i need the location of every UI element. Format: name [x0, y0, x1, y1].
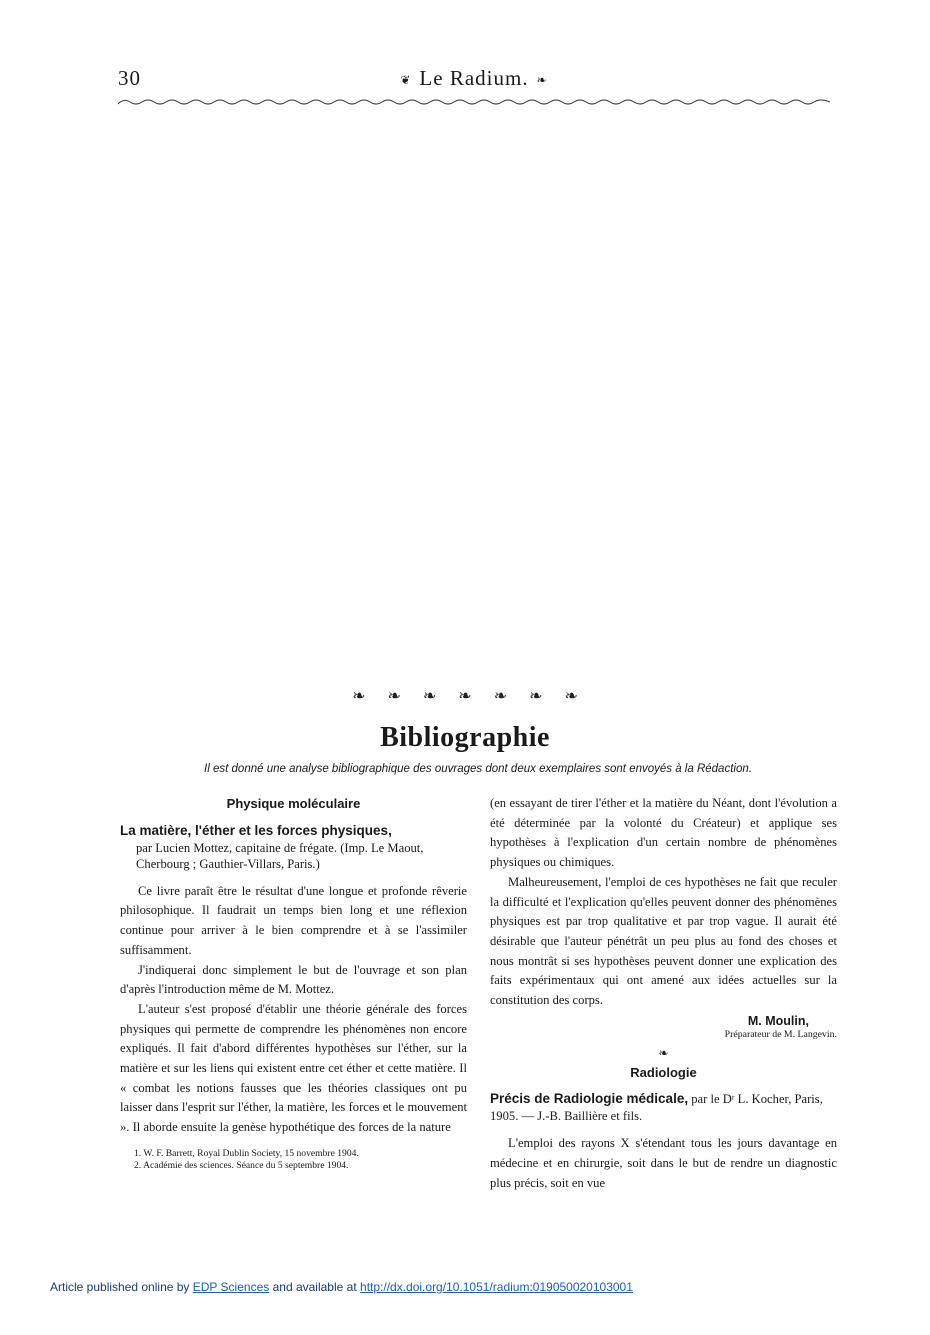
book-reference: par le Dʳ L. Kocher, Paris, 1905. — J.-B. Baillière et fils. — [490, 1092, 823, 1124]
paragraph: Ce livre paraît être le résultat d'une longue et profonde rêverie philosophique. Il faudrait un temps bien long et une réflexion continue pour arriver à le bien comprendre et à se l'assimiler suffisamment. — [120, 883, 467, 957]
page-header — [118, 66, 830, 114]
separator-ornament-icon: ❧ — [658, 1045, 669, 1060]
book-entry — [120, 822, 467, 872]
ornament-left-icon: ❦ — [400, 72, 412, 87]
publisher-link[interactable]: EDP Sciences — [192, 1280, 270, 1294]
page-number: 30 — [118, 66, 141, 90]
ornament-right-icon: ❧ — [536, 72, 548, 87]
paragraph: L'auteur s'est proposé d'établir une théorie générale des forces physiques qui permette de comprendre les phénomènes non encore expliqués. Il fait d'abord différentes hypothèses sur l'éther, sur la matière et sur les liens qui existent entre cet éther et cette matière. Il « combat les notions fausses que les théories classiques ont pu laisser dans l'esprit sur l'éther, la matière, les forces et le mouvement ». Il aborde ensuite la genèse hypothétique des forces de la nature — [120, 1001, 467, 1135]
left-column — [120, 794, 467, 1172]
paragraph: Malheureusement, l'emploi de ces hypothèses ne fait que reculer la difficulté et l'explication qu'elles peuvent donner des phénomènes physiques est par trop qualitative et par trop vague. Il aurait été désirable que l'auteur pénétrât un peu plus au fond des choses et nous montrât si ses hypothèses peuvent donner une explication des faits expérimentaux qui ont amené aux idées actuelles sur la constitution des corps. — [490, 874, 837, 1008]
book-title: La matière, l'éther et les forces physiques, — [120, 822, 392, 838]
section-ornaments: ❧❧❧❧❧❧❧ — [352, 688, 600, 705]
reviewer-signature: M. Moulin, — [747, 1013, 809, 1028]
paragraph: (en essayant de tirer l'éther et la matière du Néant, dont l'évolution a été déterminée par la volonté du Créateur) et applique ses hypothèses à l'explication d'un certain nombre de phénomènes physiques ou chimiques. — [490, 796, 837, 870]
book-title: Précis de Radiologie médicale, — [490, 1091, 689, 1107]
heading-radiologie: Radiologie — [630, 1064, 697, 1080]
heading-physique: Physique moléculaire — [226, 796, 361, 811]
footer-prefix: Article published online by — [50, 1280, 190, 1294]
paragraph: L'emploi des rayons X s'étendant tous les jours davantage en médecine et en chirurgie, soit dans le but de rendre un diagnostic plus précis, soit en vue — [490, 1136, 837, 1190]
footer-middle: and available at — [272, 1280, 357, 1294]
reviewer-affiliation: Préparateur de M. Langevin. — [724, 1028, 837, 1040]
decorative-rule-icon — [118, 96, 830, 108]
book-reference: par Lucien Mottez, capitaine de frégate. (Imp. Le Maout, Cherbourg ; Gauthier-Villars, Paris.) — [136, 840, 424, 871]
right-column — [490, 794, 837, 1194]
section-note: Il est donné une analyse bibliographique des ouvrages dont deux exemplaires sont envoyés à la Rédaction. — [204, 763, 752, 775]
section-title: Bibliographie — [380, 722, 550, 753]
doi-link[interactable]: http://dx.doi.org/10.1051/radium:019050020103001 — [360, 1280, 633, 1294]
publication-footer — [50, 1280, 633, 1294]
journal-title: Le Radium. — [419, 66, 529, 90]
book-entry — [490, 1090, 837, 1124]
footnotes — [120, 1148, 467, 1172]
footnote: 2. Académie des sciences. Séance du 5 septembre 1904. — [134, 1159, 349, 1171]
journal-title-line — [118, 66, 830, 91]
paragraph: J'indiquerai donc simplement le but de l'ouvrage et son plan d'après l'introduction même de M. Mottez. — [120, 962, 467, 997]
footnote: 1. W. F. Barrett, Royal Dublin Society, 15 novembre 1904. — [134, 1147, 359, 1159]
